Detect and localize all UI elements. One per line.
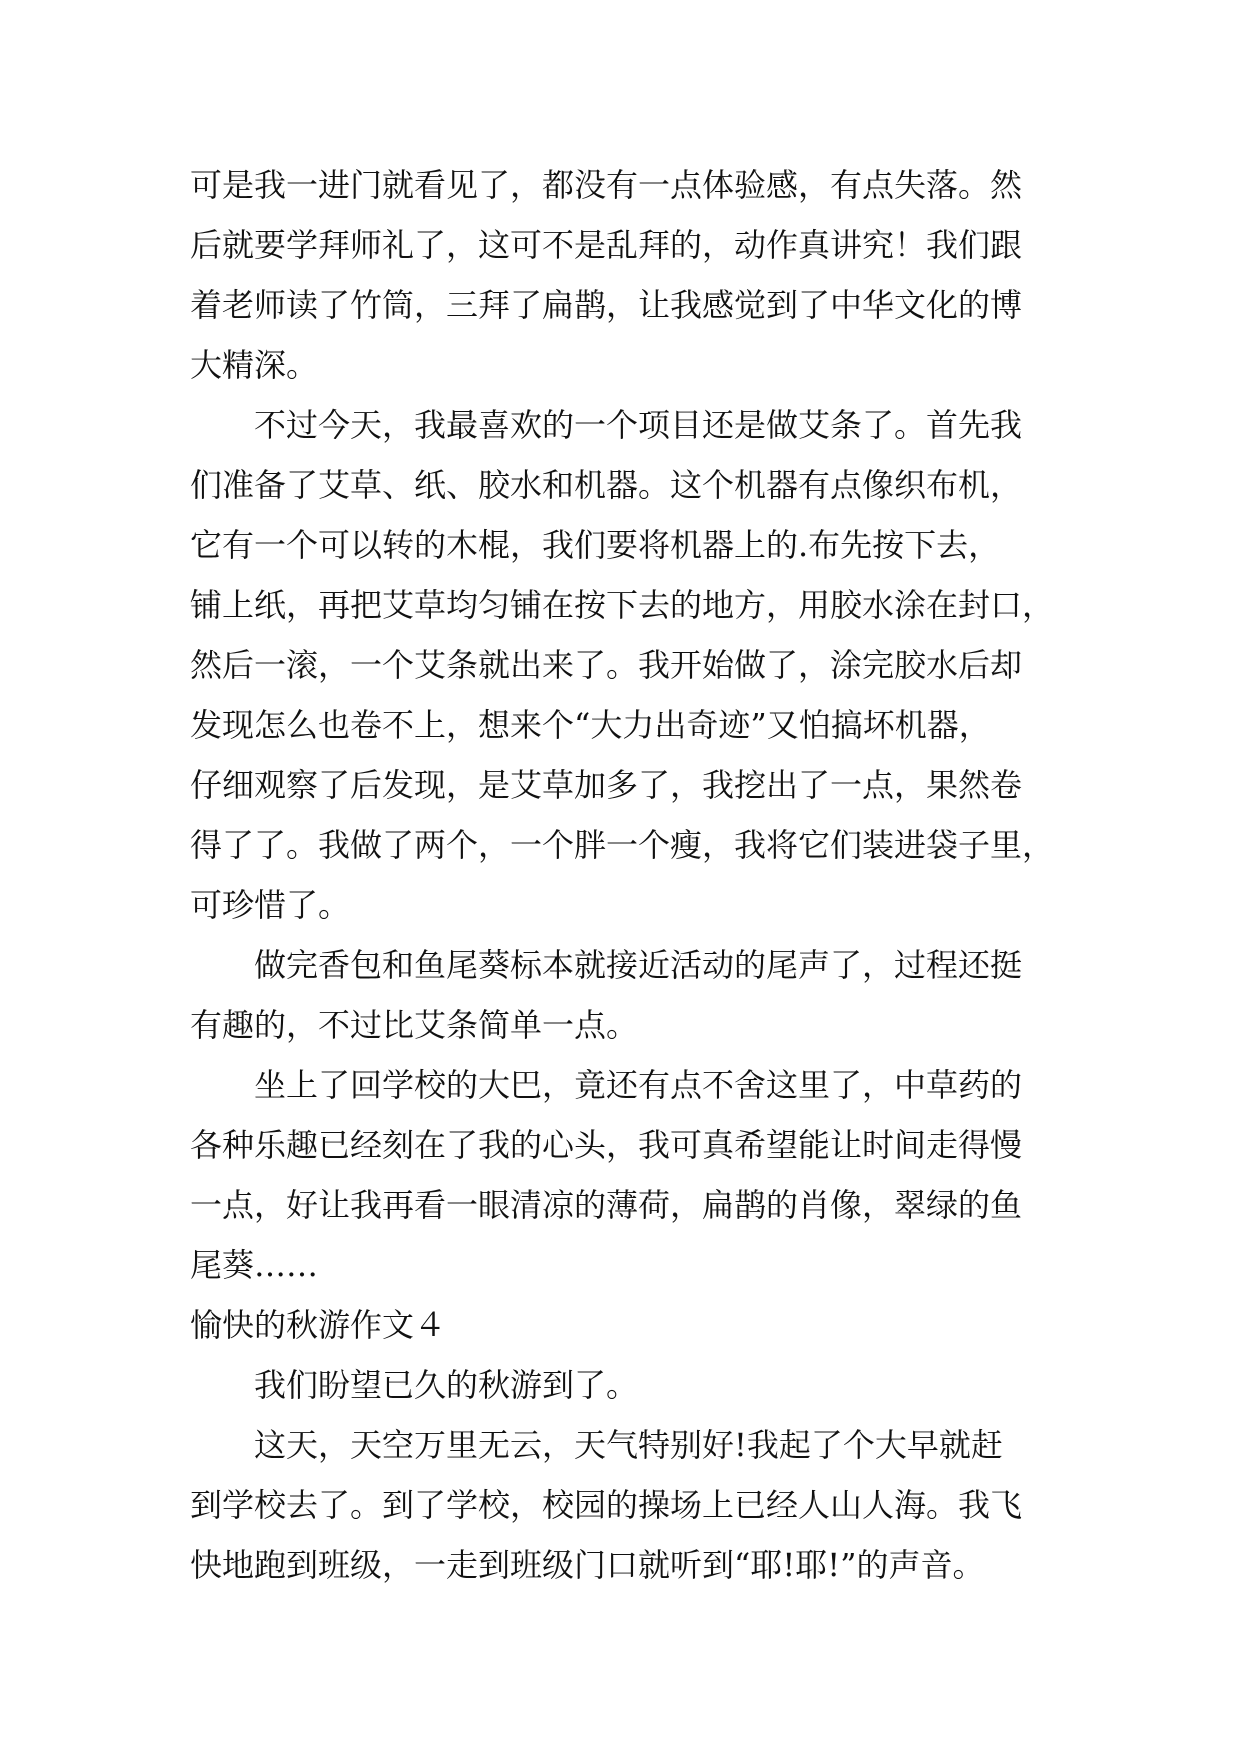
paragraph <box>190 155 1060 395</box>
text-line: 它有一个可以转的木棍，我们要将机器上的.布先按下去， <box>190 526 1001 564</box>
text-line: 可是我一进门就看见了，都没有一点体验感，有点失落。然 <box>190 166 1023 204</box>
text-line: 一点，好让我再看一眼清凉的薄荷，扁鹊的肖像，翠绿的鱼 <box>190 1186 1023 1224</box>
text-line: 各种乐趣已经刻在了我的心头，我可真希望能让时间走得慢 <box>190 1126 1023 1164</box>
paragraph <box>190 935 1060 1055</box>
paragraph <box>190 1055 1060 1295</box>
text-line: 仔细观察了后发现，是艾草加多了，我挖出了一点，果然卷 <box>190 766 1023 804</box>
text-line: 有趣的，不过比艾条简单一点。 <box>190 1006 639 1044</box>
text-line: 尾葵…… <box>190 1246 319 1284</box>
document-body <box>190 155 1060 1595</box>
section-heading <box>190 1295 1060 1355</box>
text-line: 不过今天，我最喜欢的一个项目还是做艾条了。首先我 <box>254 406 1023 444</box>
text-line: 得了了。我做了两个，一个胖一个瘦，我将它们装进袋子里， <box>190 826 1055 864</box>
text-line: 然后一滚，一个艾条就出来了。我开始做了，涂完胶水后却 <box>190 646 1023 684</box>
paragraph <box>190 395 1060 935</box>
text-line: 快地跑到班级，一走到班级门口就听到“耶!耶!”的声音。 <box>190 1546 985 1584</box>
heading-text: 愉快的秋游作文４ <box>190 1306 447 1344</box>
text-line: 大精深。 <box>190 346 319 384</box>
text-line: 可珍惜了。 <box>190 886 351 924</box>
text-line: 着老师读了竹筒，三拜了扁鹊，让我感觉到了中华文化的博 <box>190 286 1023 324</box>
text-line: 这天，天空万里无云，天气特别好!我起了个大早就赶 <box>254 1426 1003 1464</box>
text-line: 坐上了回学校的大巴，竟还有点不舍这里了，中草药的 <box>254 1066 1023 1104</box>
text-line: 做完香包和鱼尾葵标本就接近活动的尾声了，过程还挺 <box>254 946 1023 984</box>
text-line: 我们盼望已久的秋游到了。 <box>254 1366 639 1404</box>
text-line: 铺上纸，再把艾草均匀铺在按下去的地方，用胶水涂在封口， <box>190 586 1055 624</box>
paragraph <box>190 1415 1060 1595</box>
text-line: 发现怎么也卷不上，想来个“大力出奇迹”又怕搞坏机器， <box>190 706 991 744</box>
text-line: 后就要学拜师礼了，这可不是乱拜的，动作真讲究！我们跟 <box>190 226 1023 264</box>
text-line: 们准备了艾草、纸、胶水和机器。这个机器有点像织布机， <box>190 466 1023 504</box>
paragraph <box>190 1355 1060 1415</box>
text-line: 到学校去了。到了学校，校园的操场上已经人山人海。我飞 <box>190 1486 1023 1524</box>
